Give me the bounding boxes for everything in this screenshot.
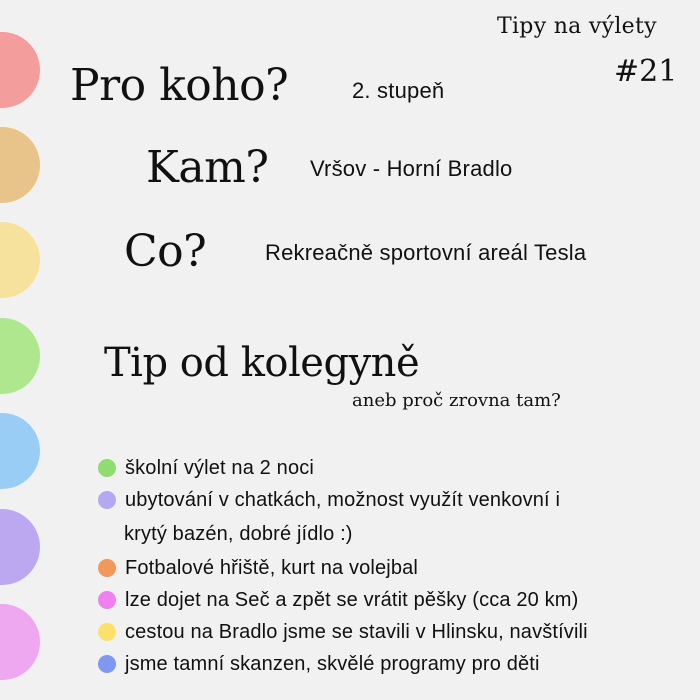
list-item	[98, 552, 588, 584]
answer-who: 2. stupeň	[352, 78, 445, 103]
question-where: Kam?	[146, 142, 269, 193]
question-what: Co?	[124, 226, 207, 277]
list-item-text: lze dojet na Seč a zpět se vrátit pěšky (cca 20 km)	[125, 588, 579, 611]
decor-circle-green	[0, 318, 40, 394]
bullet-green-icon	[98, 459, 116, 477]
bullet-yellow-icon	[98, 623, 116, 641]
bullet-purple-icon	[98, 491, 116, 509]
answer-where: Vršov - Horní Bradlo	[310, 156, 513, 181]
list-item-text: jsme tamní skanzen, skvělé programy pro děti	[125, 652, 540, 675]
list-item	[98, 484, 588, 516]
decor-circle-red	[0, 32, 40, 108]
question-who: Pro koho?	[70, 60, 289, 111]
list-item	[98, 648, 588, 680]
bullet-orange-icon	[98, 559, 116, 577]
decor-circle-pink	[0, 604, 40, 680]
decor-circle-blue	[0, 413, 40, 489]
answer-what: Rekreačně sportovní areál Tesla	[265, 240, 587, 265]
decor-circle-tan	[0, 127, 40, 203]
bullet-blue-icon	[98, 655, 116, 673]
list-item	[98, 452, 588, 484]
tip-heading: Tip od kolegyně	[104, 340, 420, 386]
list-item-continuation	[98, 516, 588, 552]
list-item-text: krytý bazén, dobré jídlo :)	[124, 522, 353, 545]
series-number: #21	[614, 54, 678, 89]
list-item	[98, 584, 588, 616]
decor-circle-yellow	[0, 222, 40, 298]
bullet-pink-icon	[98, 591, 116, 609]
list-item-text: cestou na Bradlo jsme se stavili v Hlinsku, navštívili	[125, 620, 588, 643]
series-title: Tipy na výlety	[497, 14, 657, 39]
list-item-text: Fotbalové hřiště, kurt na volejbal	[125, 556, 419, 579]
list-item-text: školní výlet na 2 noci	[125, 456, 314, 479]
list-item-text: ubytování v chatkách, možnost využít venkovní i	[125, 488, 561, 511]
tip-subheading: aneb proč zrovna tam?	[352, 390, 561, 411]
reasons-list	[98, 452, 588, 680]
decor-circle-purple	[0, 509, 40, 585]
list-item	[98, 616, 588, 648]
